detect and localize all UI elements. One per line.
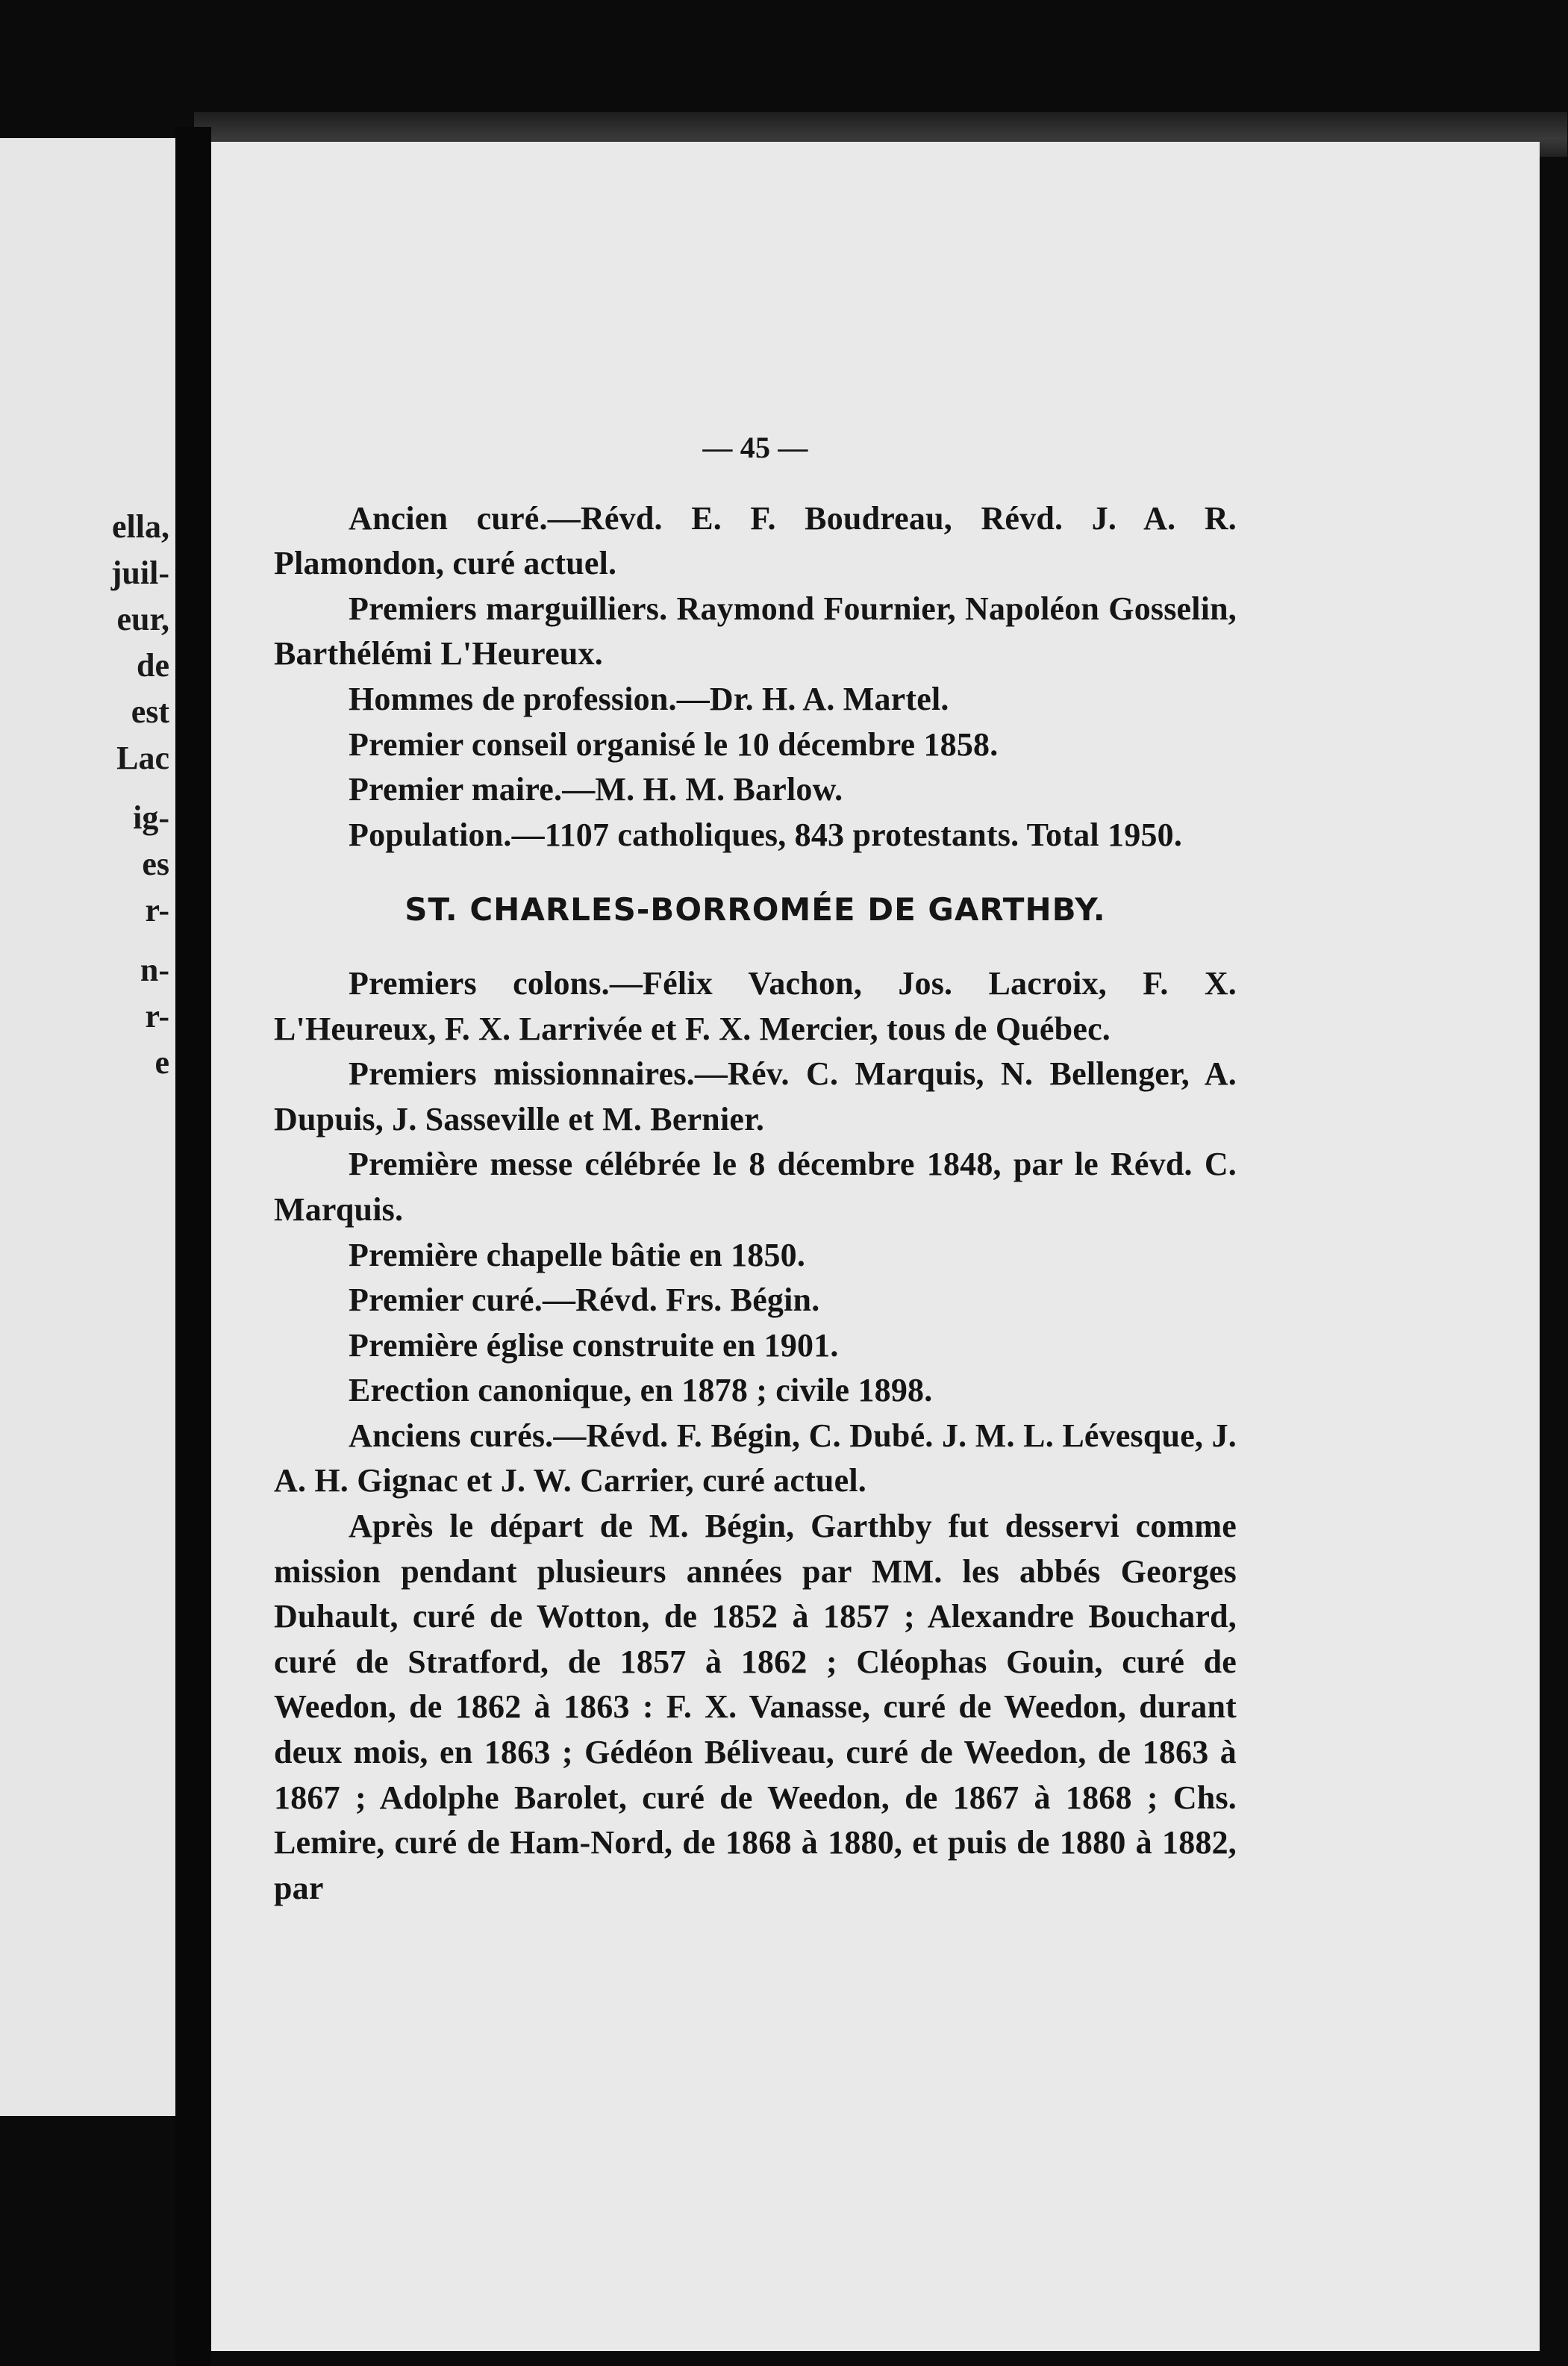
paragraph: Premier curé.—Révd. Frs. Bégin. — [349, 1282, 820, 1319]
page-text — [274, 425, 1237, 1911]
left-fragment: es — [142, 846, 169, 882]
paragraph: Population.—1107 catholiques, 843 protestants. Total 1950. — [349, 816, 1183, 853]
paragraph: Première messe célébrée le 8 décembre 1848, par le Révd. C. Marquis. — [274, 1146, 1237, 1228]
left-fragment: ig- — [133, 799, 169, 836]
left-fragment: e — [154, 1044, 169, 1081]
left-fragment — [20, 934, 169, 947]
left-fragment: ella, — [112, 508, 169, 545]
paragraph: Premiers colons.—Félix Vachon, Jos. Lacroix, F. X. L'Heureux, F. X. Larrivée et F. X. Mercier, tous de Québec. — [274, 964, 1237, 1047]
page-number: — 45 — — [702, 431, 808, 464]
paragraph: Après le départ de M. Bégin, Garthby fut desservi comme mission pendant plusieurs années par MM. les abbés Georges Duhault, curé de Wotton, de 1852 à 1857 ; Alexandre Bouchard, curé de Stratford, de 1857 à 1862 ; Cléophas Gouin, curé de Weedon, de 1862 à 1863 : F. X. Vanasse, curé de Weedon, durant deux mois, en 1863 ; Gédéon Béliveau, curé de Weedon, de 1863 à 1867 ; Adolphe Barolet, curé de Weedon, de 1867 à 1868 ; Chs. Lemire, curé de Ham-Nord, de 1868 à 1880, et puis de 1880 à 1882, par — [274, 1508, 1237, 1906]
left-fragment — [20, 781, 169, 795]
left-fragment: r- — [145, 998, 169, 1034]
book-spine — [175, 127, 211, 2366]
paragraph: Anciens curés.—Révd. F. Bégin, C. Dubé. J. M. L. Lévesque, J. A. H. Gignac et J. W. Carrier, curé actuel. — [274, 1417, 1237, 1499]
left-fragment: de — [137, 647, 169, 684]
paragraph: Premier conseil organisé le 10 décembre 1858. — [349, 725, 999, 763]
paragraph: Erection canonique, en 1878 ; civile 1898. — [349, 1372, 933, 1409]
paragraph: Premiers marguilliers. Raymond Fournier, Napoléon Gosselin, Barthélémi L'Heureux. — [274, 590, 1237, 672]
left-fragment: est — [131, 693, 169, 730]
paragraph: Hommes de profession.—Dr. H. A. Martel. — [349, 680, 949, 717]
section-heading: ST. CHARLES-BORROMÉE DE GARTHBY. — [405, 891, 1106, 928]
left-fragment: Lac — [116, 740, 169, 776]
left-page-fragments — [20, 504, 169, 1086]
left-fragment: r- — [145, 892, 169, 928]
paragraph: Première chapelle bâtie en 1850. — [349, 1236, 806, 1273]
left-fragment: juil- — [110, 555, 169, 591]
left-fragment: n- — [140, 952, 169, 988]
left-fragment: eur, — [116, 601, 169, 637]
paragraph: Premiers missionnaires.—Rév. C. Marquis, N. Bellenger, A. Dupuis, J. Sasseville et M. Bernier. — [274, 1055, 1237, 1137]
paragraph: Premier maire.—M. H. M. Barlow. — [349, 771, 843, 808]
paragraph: Ancien curé.—Révd. E. F. Boudreau, Révd. J. A. R. Plamondon, curé actuel. — [274, 499, 1237, 582]
paragraph: Première église construite en 1901. — [349, 1326, 839, 1364]
left-page — [0, 138, 175, 2116]
